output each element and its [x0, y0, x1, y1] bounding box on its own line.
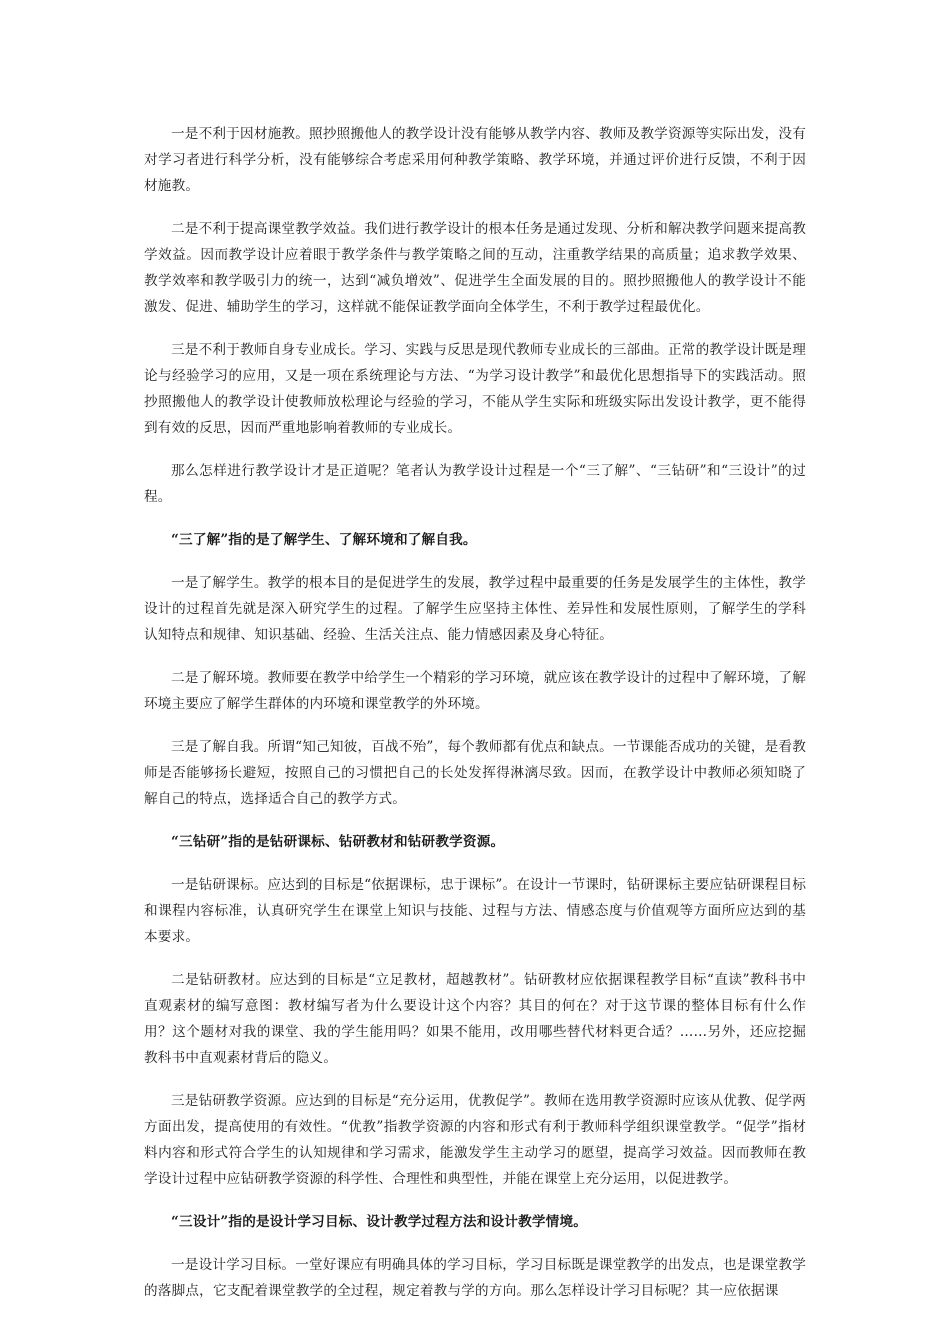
- document-body: [144, 121, 806, 1321]
- paragraph-1: 一是不利于因材施教。照抄照搬他人的教学设计没有能够从教学内容、教师及教学资源等实际出发，没有对学习者进行科学分析，没有能够综合考虑采用何种教学策略、教学环境，并通过评价进行反馈，不利于因材施教。: [144, 126, 806, 194]
- paragraph-9: 二是钻研教材。应达到的目标是“立足教材，超越教材”。钻研教材应依据课程教学目标“直读”教科书中直观素材的编写意图：教材编写者为什么要设计这个内容？其目的何在？对于这节课的整体目标有什么作用？这个题材对我的课堂、我的学生能用吗？如果不能用，改用哪些替代材料更合适？……另外，还应挖掘教科书中直观素材背后的隐义。: [144, 972, 806, 1066]
- paragraph-6: 二是了解环境。教师要在教学中给学生一个精彩的学习环境，就应该在教学设计的过程中了解环境，了解环境主要应了解学生群体的内环境和课堂教学的外环境。: [144, 670, 806, 712]
- paragraph-10: 三是钻研教学资源。应达到的目标是“充分运用，优教促学”。教师在选用教学资源时应该从优教、促学两方面出发，提高使用的有效性。“优教”指教学资源的内容和形式有利于教师科学组织课堂教学。“促学”指材料内容和形式符合学生的认知规律和学习需求，能激发学生主动学习的愿望，提高学习效益。因而教师在教学设计过程中应钻研教学资源的科学性、合理性和典型性，并能在课堂上充分运用，以促进教学。: [144, 1093, 807, 1187]
- paragraph-11: 一是设计学习目标。一堂好课应有明确具体的学习目标，学习目标既是课堂教学的出发点，也是课堂教学的落脚点，它支配着课堂教学的全过程，规定着教与学的方向。那么怎样设计学习目标呢？其一应依据课: [144, 1257, 806, 1299]
- paragraph-4: 那么怎样进行教学设计才是正道呢？笔者认为教学设计过程是一个“三了解”、“三钻研”和“三设计”的过程。: [144, 463, 806, 505]
- paragraph-2: 二是不利于提高课堂教学效益。我们进行教学设计的根本任务是通过发现、分析和解决教学问题来提高教学效益。因而教学设计应着眼于教学条件与教学策略之间的互动，注重教学结果的高质量；追求教学效果、教学效率和教学吸引力的统一，达到“减负增效”、促进学生全面发展的目的。照抄照搬他人的教学设计不能激发、促进、辅助学生的学习，这样就不能保证教学面向全体学生，不利于教学过程最优化。: [144, 221, 806, 315]
- paragraph-8: 一是钻研课标。应达到的目标是“依据课标，忠于课标”。在设计一节课时，钻研课标主要应钻研课程目标和课程内容标准，认真研究学生在课堂上知识与技能、过程与方法、情感态度与价值观等方面所应达到的基本要求。: [144, 877, 807, 945]
- paragraph-5: 一是了解学生。教学的根本目的是促进学生的发展，教学过程中最重要的任务是发展学生的主体性，教学设计的过程首先就是深入研究学生的过程。了解学生应坚持主体性、差异性和发展性原则，了解学生的学科认知特点和规律、知识基础、经验、生活关注点、能力情感因素及身心特征。: [144, 575, 806, 643]
- paragraph-7: 三是了解自我。所谓“知己知彼，百战不殆”，每个教师都有优点和缺点。一节课能否成功的关键，是看教师是否能够扬长避短，按照自己的习惯把自己的长处发挥得淋漓尽致。因而，在教学设计中教师必须知晓了解自己的特点，选择适合自己的教学方式。: [144, 739, 807, 807]
- section-heading-study: “三钻研”指的是钻研课标、钻研教材和钻研教学资源。: [171, 834, 505, 850]
- paragraph-3: 三是不利于教师自身专业成长。学习、实践与反思是现代教师专业成长的三部曲。正常的教学设计既是理论与经验学习的应用，又是一项在系统理论与方法、“为学习设计教学”和最优化思想指导下的实践活动。照抄照搬他人的教学设计使教师放松理论与经验的学习，不能从学生实际和班级实际出发设计教学，更不能得到有效的反思，因而严重地影响着教师的专业成长。: [144, 342, 806, 436]
- section-heading-understand: “三了解”指的是了解学生、了解环境和了解自我。: [171, 532, 477, 548]
- section-heading-design: “三设计”指的是设计学习目标、设计教学过程方法和设计教学情境。: [171, 1214, 588, 1230]
